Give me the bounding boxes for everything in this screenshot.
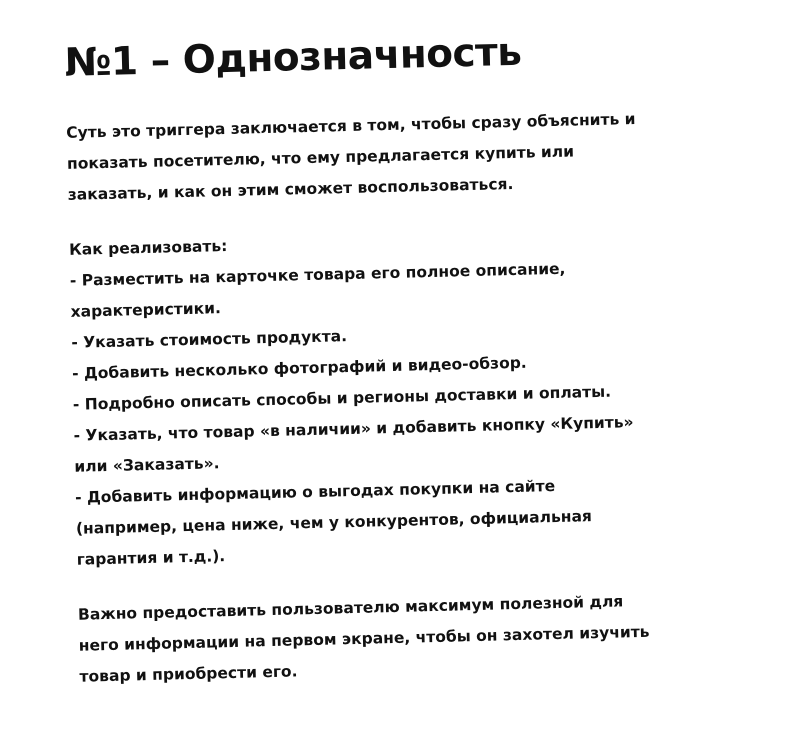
- conclusion-line: него информации на первом экране, чтобы он захотел изучить: [78, 622, 650, 655]
- conclusion-line: Важно предоставить пользователю максимум полезной для: [77, 592, 624, 624]
- how-to-heading: Как реализовать:: [68, 236, 228, 259]
- how-to-line: гарантия и т.д.).: [76, 547, 226, 569]
- how-to-line: - Разместить на карточке товара его полное описание,: [69, 259, 566, 290]
- page-title: №1 – Однозначность: [64, 29, 522, 86]
- how-to-paragraph: [69, 218, 783, 576]
- intro-line: показать посетителю, что ему предлагается купить или: [66, 142, 575, 173]
- how-to-line: характеристики.: [70, 299, 222, 321]
- how-to-line: или «Заказать».: [74, 454, 220, 476]
- conclusion-line: товар и приобрести его.: [79, 662, 298, 686]
- document-body: [60, 23, 786, 717]
- intro-paragraph: [66, 101, 774, 211]
- intro-line: заказать, и как он этим сможет воспользоваться.: [67, 174, 514, 204]
- how-to-line: - Добавить информацию о выгодах покупки на сайте: [74, 477, 556, 507]
- how-to-line: - Подробно описать способы и регионы доставки и оплаты.: [72, 382, 612, 414]
- how-to-line: - Указать стоимость продукта.: [71, 327, 348, 352]
- intro-line: Суть это триггера заключается в том, чтобы сразу объяснить и: [66, 109, 636, 142]
- how-to-line: (например, цена ниже, чем у конкурентов, официальная: [75, 507, 593, 538]
- how-to-line: - Указать, что товар «в наличии» и добавить кнопку «Купить»: [73, 413, 634, 445]
- conclusion-paragraph: [78, 582, 786, 692]
- how-to-line: - Добавить несколько фотографий и видео-обзор.: [71, 353, 527, 383]
